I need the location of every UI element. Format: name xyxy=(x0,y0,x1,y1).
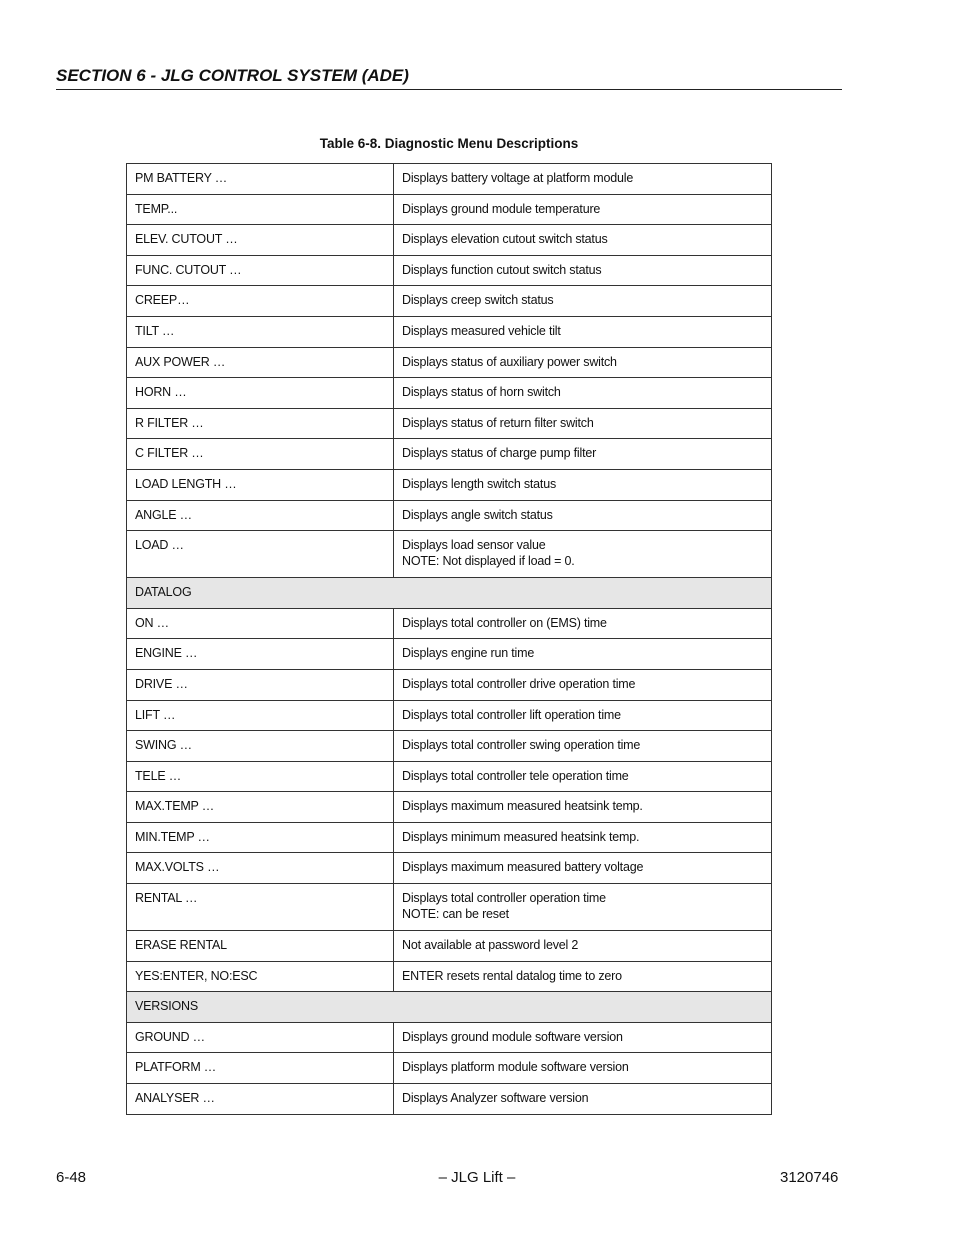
menu-item-name: ENGINE … xyxy=(127,639,394,670)
menu-item-name: PM BATTERY … xyxy=(127,164,394,195)
menu-item-name: AUX POWER … xyxy=(127,347,394,378)
menu-item-description: Displays Analyzer software version xyxy=(394,1084,772,1115)
table-row xyxy=(127,961,772,992)
menu-item-name: GROUND … xyxy=(127,1022,394,1053)
table-row xyxy=(127,761,772,792)
section-label: DATALOG xyxy=(127,578,772,609)
menu-item-description: Displays total controller on (EMS) time xyxy=(394,608,772,639)
menu-item-name: RENTAL … xyxy=(127,884,394,931)
table-row xyxy=(127,347,772,378)
menu-item-name: MAX.VOLTS … xyxy=(127,853,394,884)
menu-item-description: Displays ground module temperature xyxy=(394,194,772,225)
table-section-row xyxy=(127,578,772,609)
table-row xyxy=(127,439,772,470)
table-row xyxy=(127,316,772,347)
table-row xyxy=(127,853,772,884)
menu-item-name: DRIVE … xyxy=(127,669,394,700)
page-number: 6-48 xyxy=(56,1169,87,1186)
menu-item-name: ERASE RENTAL xyxy=(127,931,394,962)
menu-item-description: Displays total controller operation time NOTE: can be reset xyxy=(394,884,772,931)
table-row xyxy=(127,931,772,962)
menu-item-name: CREEP… xyxy=(127,286,394,317)
table-row xyxy=(127,1022,772,1053)
menu-item-name: TELE … xyxy=(127,761,394,792)
menu-item-name: TEMP... xyxy=(127,194,394,225)
menu-item-description: Displays length switch status xyxy=(394,469,772,500)
menu-item-name: FUNC. CUTOUT … xyxy=(127,255,394,286)
table-section-row xyxy=(127,992,772,1023)
menu-item-description: Displays status of return filter switch xyxy=(394,408,772,439)
menu-item-description: Displays maximum measured battery voltage xyxy=(394,853,772,884)
document-number: 3120746 xyxy=(780,1169,839,1186)
menu-item-description: Displays platform module software version xyxy=(394,1053,772,1084)
menu-item-name: TILT … xyxy=(127,316,394,347)
menu-item-description: Displays status of horn switch xyxy=(394,378,772,409)
table-row xyxy=(127,1053,772,1084)
table-row xyxy=(127,669,772,700)
table-row xyxy=(127,408,772,439)
footer-publisher: – JLG Lift – xyxy=(438,1169,516,1186)
menu-item-name: YES:ENTER, NO:ESC xyxy=(127,961,394,992)
menu-item-description: ENTER resets rental datalog time to zero xyxy=(394,961,772,992)
table-row xyxy=(127,531,772,578)
table-row xyxy=(127,286,772,317)
menu-item-description: Displays maximum measured heatsink temp. xyxy=(394,792,772,823)
menu-item-description: Displays minimum measured heatsink temp. xyxy=(394,822,772,853)
menu-item-name: ANGLE … xyxy=(127,500,394,531)
table-row xyxy=(127,700,772,731)
table-row xyxy=(127,822,772,853)
menu-item-name: LOAD … xyxy=(127,531,394,578)
menu-item-name: ELEV. CUTOUT … xyxy=(127,225,394,256)
table-row xyxy=(127,378,772,409)
menu-item-description: Displays total controller tele operation time xyxy=(394,761,772,792)
menu-item-description: Displays angle switch status xyxy=(394,500,772,531)
table-title: Table 6-8. Diagnostic Menu Descriptions xyxy=(319,136,579,151)
menu-item-name: ANALYSER … xyxy=(127,1084,394,1115)
menu-item-description: Displays elevation cutout switch status xyxy=(394,225,772,256)
menu-item-description: Displays function cutout switch status xyxy=(394,255,772,286)
table-row xyxy=(127,225,772,256)
menu-item-name: HORN … xyxy=(127,378,394,409)
menu-item-name: LIFT … xyxy=(127,700,394,731)
table-row xyxy=(127,639,772,670)
menu-item-description: Displays creep switch status xyxy=(394,286,772,317)
menu-item-description: Displays status of auxiliary power switch xyxy=(394,347,772,378)
section-header: SECTION 6 - JLG CONTROL SYSTEM (ADE) xyxy=(56,66,409,85)
table-row xyxy=(127,255,772,286)
menu-item-description: Displays load sensor value NOTE: Not displayed if load = 0. xyxy=(394,531,772,578)
menu-item-description: Displays battery voltage at platform module xyxy=(394,164,772,195)
menu-item-description: Displays total controller drive operation time xyxy=(394,669,772,700)
menu-item-name: SWING … xyxy=(127,731,394,762)
menu-item-name: R FILTER … xyxy=(127,408,394,439)
table-row xyxy=(127,500,772,531)
table-row xyxy=(127,731,772,762)
table-row xyxy=(127,884,772,931)
menu-item-description: Displays status of charge pump filter xyxy=(394,439,772,470)
table-row xyxy=(127,469,772,500)
diagnostic-menu-table xyxy=(126,163,772,1115)
table-row xyxy=(127,1084,772,1115)
menu-item-name: ON … xyxy=(127,608,394,639)
table-body xyxy=(127,164,772,1115)
section-label: VERSIONS xyxy=(127,992,772,1023)
menu-item-description: Displays measured vehicle tilt xyxy=(394,316,772,347)
menu-item-description: Displays total controller swing operation time xyxy=(394,731,772,762)
menu-item-description: Not available at password level 2 xyxy=(394,931,772,962)
menu-item-name: MIN.TEMP … xyxy=(127,822,394,853)
menu-item-name: MAX.TEMP … xyxy=(127,792,394,823)
table-row xyxy=(127,164,772,195)
menu-item-description: Displays engine run time xyxy=(394,639,772,670)
header-divider xyxy=(56,89,842,90)
menu-item-name: C FILTER … xyxy=(127,439,394,470)
table-row xyxy=(127,792,772,823)
menu-item-name: LOAD LENGTH … xyxy=(127,469,394,500)
menu-item-description: Displays ground module software version xyxy=(394,1022,772,1053)
menu-item-name: PLATFORM … xyxy=(127,1053,394,1084)
table-row xyxy=(127,608,772,639)
menu-item-description: Displays total controller lift operation time xyxy=(394,700,772,731)
table-row xyxy=(127,194,772,225)
